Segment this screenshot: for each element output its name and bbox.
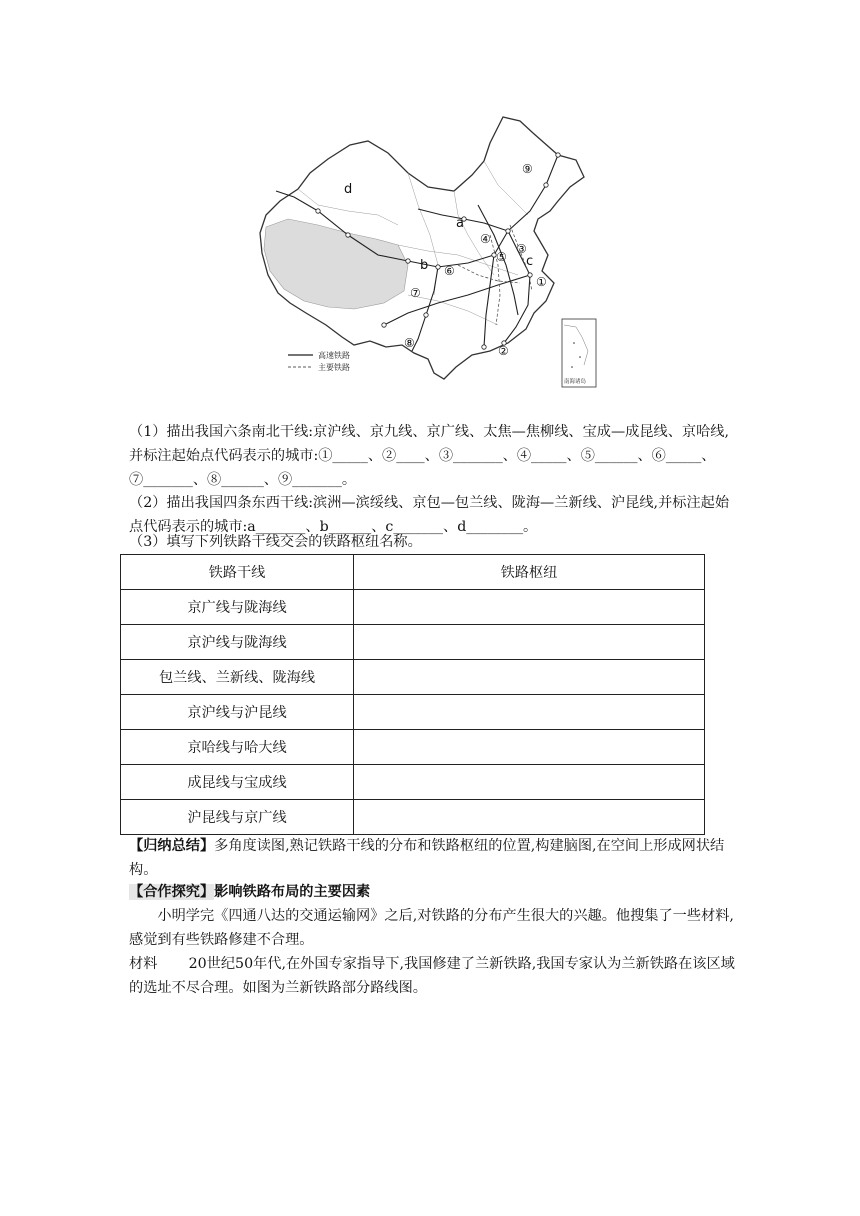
china-railway-map — [258, 115, 598, 393]
marker-b: b — [420, 258, 429, 273]
marker-8: ⑧ — [404, 336, 415, 350]
row-hub-answer[interactable] — [354, 695, 705, 730]
row-hub-answer[interactable] — [354, 765, 705, 800]
table-row — [121, 695, 705, 730]
marker-d: d — [344, 182, 353, 197]
table-row — [121, 800, 705, 835]
row-hub-answer[interactable] — [354, 660, 705, 695]
table-row — [121, 765, 705, 800]
row-lines: 包兰线、兰新线、陇海线 — [121, 660, 354, 695]
row-lines: 京沪线与沪昆线 — [121, 695, 354, 730]
marker-5: ⑤ — [496, 250, 507, 264]
marker-9: ⑨ — [522, 162, 533, 176]
marker-a: a — [456, 216, 464, 231]
table-row — [121, 730, 705, 765]
row-lines: 成昆线与宝成线 — [121, 765, 354, 800]
railway-hub-table — [120, 554, 705, 835]
marker-1: ① — [536, 275, 547, 289]
material-text: 20世纪50年代,在外国专家指导下,我国修建了兰新铁路,我国专家认为兰新铁路在该区域的选址不尽合理。如图为兰新铁路部分路线图。 — [129, 956, 735, 996]
question-3: （3）填写下列铁路干线交会的铁路枢纽名称。 — [129, 534, 422, 550]
legend-high-speed: 高速铁路 — [318, 351, 350, 360]
summary-section — [129, 834, 735, 882]
story-paragraph: 小明学完《四通八达的交通运输网》之后,对铁路的分布产生很大的兴趣。他搜集了一些材料,感觉到有些铁路修建不合理。 — [129, 908, 734, 948]
table-row — [121, 625, 705, 660]
row-lines: 京哈线与哈大线 — [121, 730, 354, 765]
question-2: （2）描出我国四条东西干线:滨洲—滨绥线、京包—包兰线、陇海—兰新线、沪昆线,并标注起始点代码表示的城市:a_______、b______、c_______、d________。 — [129, 495, 730, 535]
south-sea-inset — [562, 319, 596, 387]
row-hub-answer[interactable] — [354, 800, 705, 835]
marker-2: ② — [498, 344, 509, 358]
row-hub-answer[interactable] — [354, 590, 705, 625]
row-lines: 京沪线与陇海线 — [121, 625, 354, 660]
material-paragraph — [129, 952, 735, 1000]
row-lines: 京广线与陇海线 — [121, 590, 354, 625]
marker-c: c — [526, 254, 534, 269]
row-lines: 沪昆线与京广线 — [121, 800, 354, 835]
coop-section — [129, 880, 735, 904]
material-label: 材料 — [129, 956, 158, 972]
marker-3: ③ — [516, 242, 527, 256]
coop-tag: 【合作探究】 — [129, 884, 215, 900]
header-lines: 铁路干线 — [121, 555, 354, 590]
row-hub-answer[interactable] — [354, 625, 705, 660]
table-row — [121, 660, 705, 695]
legend-main: 主要铁路 — [318, 363, 350, 372]
map-legend — [288, 350, 350, 372]
inset-label: 南海诸岛 — [564, 379, 587, 385]
question-1: （1）描出我国六条南北干线:京沪线、京九线、京广线、太焦—焦柳线、宝成—成昆线、京哈线,并标注起始点代码表示的城市:①_____、②____、③_______、④_____、⑤______、⑥_____、⑦_______、⑧______、⑨_______。 — [129, 424, 730, 488]
header-hub: 铁路枢纽 — [354, 555, 705, 590]
marker-6: ⑥ — [444, 264, 455, 278]
marker-7: ⑦ — [410, 286, 421, 300]
summary-text: 多角度读图,熟记铁路干线的分布和铁路枢纽的位置,构建脑图,在空间上形成网状结构。 — [129, 838, 725, 878]
marker-4: ④ — [480, 232, 491, 246]
table-header-row — [121, 555, 705, 590]
summary-tag: 【归纳总结】 — [129, 838, 215, 854]
table-row — [121, 590, 705, 625]
row-hub-answer[interactable] — [354, 730, 705, 765]
coop-title: 影响铁路布局的主要因素 — [214, 884, 371, 900]
